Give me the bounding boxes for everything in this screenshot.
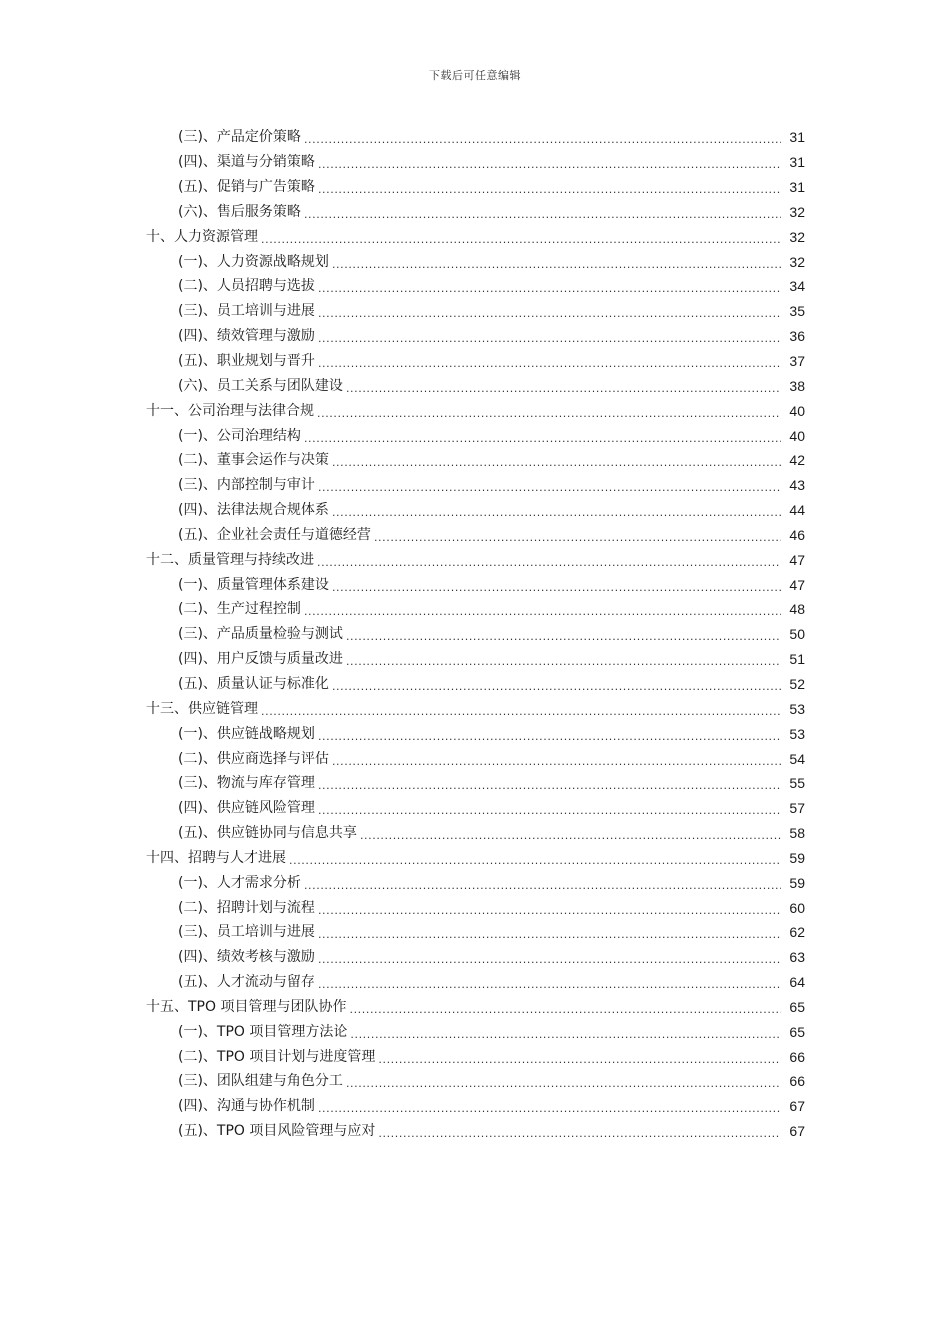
toc-entry-title: (一)、供应链战略规划	[178, 725, 315, 742]
toc-entry-title: (五)、人才流动与留存	[178, 974, 315, 991]
toc-page-number: 58	[789, 825, 805, 842]
toc-dot-leader	[318, 801, 781, 815]
toc-section-entry[interactable]	[0, 324, 950, 349]
toc-entry-title: (二)、生产过程控制	[178, 601, 301, 618]
toc-entry-title: (二)、人员招聘与选拔	[178, 278, 315, 295]
toc-dot-leader	[346, 627, 781, 641]
toc-section-entry[interactable]	[0, 125, 950, 150]
toc-section-entry[interactable]	[0, 150, 950, 175]
toc-entry-title: (四)、沟通与协作机制	[178, 1098, 315, 1115]
toc-section-entry[interactable]	[0, 299, 950, 324]
toc-dot-leader	[318, 776, 781, 790]
toc-page-number: 34	[789, 278, 805, 295]
toc-dot-leader	[346, 1074, 781, 1088]
toc-dot-leader	[318, 155, 781, 169]
toc-page-number: 53	[789, 725, 805, 742]
toc-dot-leader	[318, 180, 781, 194]
toc-dot-leader	[346, 379, 781, 393]
toc-section-entry[interactable]	[0, 1069, 950, 1094]
toc-page-number: 32	[789, 228, 805, 245]
toc-entry-title: (五)、职业规划与晋升	[178, 353, 315, 370]
toc-page-number: 46	[789, 526, 805, 543]
toc-section-entry[interactable]	[0, 175, 950, 200]
toc-entry-title: (四)、渠道与分销策略	[178, 154, 315, 171]
toc-entry-title: (五)、TPO 项目风险管理与应对	[178, 1123, 376, 1140]
toc-dot-leader	[304, 602, 781, 616]
toc-page-number: 62	[789, 924, 805, 941]
toc-entry-title: (三)、物流与库存管理	[178, 775, 315, 792]
toc-page-number: 59	[789, 874, 805, 891]
toc-entry-title: (四)、绩效管理与激励	[178, 328, 315, 345]
toc-page-number: 52	[789, 675, 805, 692]
toc-dot-leader	[332, 453, 781, 467]
toc-page-number: 35	[789, 303, 805, 320]
toc-dot-leader	[261, 230, 781, 244]
toc-section-entry[interactable]	[0, 473, 950, 498]
toc-section-entry[interactable]	[0, 597, 950, 622]
toc-section-entry[interactable]	[0, 498, 950, 523]
toc-chapter-entry[interactable]	[0, 224, 950, 249]
toc-section-entry[interactable]	[0, 647, 950, 672]
toc-page-number: 55	[789, 775, 805, 792]
toc-dot-leader	[261, 702, 781, 716]
toc-dot-leader	[349, 1000, 781, 1014]
toc-page-number: 32	[789, 253, 805, 270]
toc-entry-title: (六)、售后服务策略	[178, 203, 301, 220]
toc-entry-title: (四)、供应链风险管理	[178, 800, 315, 817]
toc-dot-leader	[378, 1050, 781, 1064]
toc-entry-title: 十三、供应链管理	[146, 700, 258, 717]
toc-dot-leader	[318, 950, 781, 964]
toc-section-entry[interactable]	[0, 821, 950, 846]
toc-page-number: 50	[789, 626, 805, 643]
toc-section-entry[interactable]	[0, 721, 950, 746]
toc-entry-title: 十、人力资源管理	[146, 228, 258, 245]
toc-section-entry[interactable]	[0, 373, 950, 398]
toc-entry-title: 十四、招聘与人才进展	[146, 849, 286, 866]
toc-page-number: 53	[789, 700, 805, 717]
toc-section-entry[interactable]	[0, 870, 950, 895]
toc-page-number: 63	[789, 949, 805, 966]
toc-dot-leader	[318, 329, 781, 343]
toc-dot-leader	[318, 901, 781, 915]
toc-dot-leader	[346, 652, 781, 666]
toc-page-number: 40	[789, 402, 805, 419]
toc-dot-leader	[332, 503, 781, 517]
toc-dot-leader	[318, 279, 781, 293]
toc-section-entry[interactable]	[0, 1019, 950, 1044]
toc-dot-leader	[317, 404, 781, 418]
toc-dot-leader	[318, 478, 781, 492]
toc-section-entry[interactable]	[0, 796, 950, 821]
toc-entry-title: (五)、促销与广告策略	[178, 179, 315, 196]
toc-page-number: 64	[789, 974, 805, 991]
toc-page-number: 32	[789, 203, 805, 220]
toc-section-entry[interactable]	[0, 200, 950, 225]
toc-dot-leader	[318, 727, 781, 741]
toc-dot-leader	[374, 528, 781, 542]
toc-entry-title: (三)、产品定价策略	[178, 129, 301, 146]
toc-section-entry[interactable]	[0, 945, 950, 970]
toc-section-entry[interactable]	[0, 1094, 950, 1119]
toc-dot-leader	[350, 1025, 781, 1039]
toc-entry-title: (二)、TPO 项目计划与进度管理	[178, 1048, 376, 1065]
toc-page-number: 36	[789, 328, 805, 345]
toc-section-entry[interactable]	[0, 349, 950, 374]
toc-entry-title: (一)、人力资源战略规划	[178, 253, 329, 270]
toc-page-number: 44	[789, 502, 805, 519]
toc-dot-leader	[378, 1124, 781, 1138]
toc-dot-leader	[304, 130, 781, 144]
toc-page-number: 47	[789, 551, 805, 568]
toc-dot-leader	[318, 304, 781, 318]
toc-page-number: 59	[789, 849, 805, 866]
toc-dot-leader	[318, 1099, 781, 1113]
toc-entry-title: (二)、供应商选择与评估	[178, 750, 329, 767]
toc-entry-title: (三)、员工培训与进展	[178, 924, 315, 941]
toc-page-number: 31	[789, 129, 805, 146]
toc-page-number: 60	[789, 899, 805, 916]
toc-section-entry[interactable]	[0, 920, 950, 945]
toc-entry-title: (五)、质量认证与标准化	[178, 675, 329, 692]
toc-section-entry[interactable]	[0, 970, 950, 995]
toc-entry-title: (四)、绩效考核与激励	[178, 949, 315, 966]
toc-dot-leader	[332, 677, 781, 691]
toc-entry-title: (三)、团队组建与角色分工	[178, 1073, 343, 1090]
toc-dot-leader	[332, 752, 781, 766]
toc-section-entry[interactable]	[0, 622, 950, 647]
toc-page-number: 40	[789, 427, 805, 444]
toc-entry-title: (一)、质量管理体系建设	[178, 576, 329, 593]
toc-section-entry[interactable]	[0, 572, 950, 597]
toc-page-number: 31	[789, 179, 805, 196]
toc-page-number: 31	[789, 154, 805, 171]
toc-entry-title: (二)、招聘计划与流程	[178, 899, 315, 916]
toc-page-number: 57	[789, 800, 805, 817]
toc-entry-title: (五)、企业社会责任与道德经营	[178, 526, 371, 543]
page-header: 下载后可任意编辑	[429, 69, 521, 82]
toc-page-number: 42	[789, 452, 805, 469]
toc-entry-title: (三)、员工培训与进展	[178, 303, 315, 320]
toc-dot-leader	[318, 925, 781, 939]
toc-dot-leader	[289, 851, 781, 865]
toc-dot-leader	[317, 553, 781, 567]
toc-section-entry[interactable]	[0, 448, 950, 473]
toc-page-number: 38	[789, 377, 805, 394]
toc-section-entry[interactable]	[0, 1044, 950, 1069]
toc-page-number: 51	[789, 651, 805, 668]
toc-page-number: 67	[789, 1098, 805, 1115]
toc-chapter-entry[interactable]	[0, 696, 950, 721]
toc-page-number: 67	[789, 1123, 805, 1140]
toc-entry-title: (三)、产品质量检验与测试	[178, 626, 343, 643]
toc-entry-title: (一)、公司治理结构	[178, 427, 301, 444]
toc-entry-title: (三)、内部控制与审计	[178, 477, 315, 494]
toc-dot-leader	[318, 975, 781, 989]
toc-dot-leader	[304, 205, 781, 219]
toc-page-number: 65	[789, 998, 805, 1015]
toc-dot-leader	[304, 429, 781, 443]
toc-section-entry[interactable]	[0, 895, 950, 920]
toc-page-number: 43	[789, 477, 805, 494]
toc-chapter-entry[interactable]	[0, 547, 950, 572]
table-of-contents	[0, 125, 950, 1144]
toc-entry-title: (五)、供应链协同与信息共享	[178, 825, 357, 842]
toc-section-entry[interactable]	[0, 274, 950, 299]
toc-dot-leader	[332, 255, 781, 269]
toc-section-entry[interactable]	[0, 1119, 950, 1144]
toc-page-number: 47	[789, 576, 805, 593]
toc-page-number: 48	[789, 601, 805, 618]
toc-dot-leader	[332, 578, 781, 592]
toc-section-entry[interactable]	[0, 523, 950, 548]
toc-page-number: 54	[789, 750, 805, 767]
toc-page-number: 37	[789, 353, 805, 370]
toc-chapter-entry[interactable]	[0, 398, 950, 423]
toc-section-entry[interactable]	[0, 423, 950, 448]
toc-dot-leader	[360, 826, 781, 840]
toc-entry-title: (一)、TPO 项目管理方法论	[178, 1023, 348, 1040]
toc-entry-title: (一)、人才需求分析	[178, 874, 301, 891]
toc-section-entry[interactable]	[0, 771, 950, 796]
toc-entry-title: (二)、董事会运作与决策	[178, 452, 329, 469]
toc-entry-title: (六)、员工关系与团队建设	[178, 377, 343, 394]
toc-entry-title: 十一、公司治理与法律合规	[146, 402, 314, 419]
toc-entry-title: (四)、用户反馈与质量改进	[178, 651, 343, 668]
toc-section-entry[interactable]	[0, 672, 950, 697]
toc-entry-title: 十二、质量管理与持续改进	[146, 551, 314, 568]
toc-page-number: 66	[789, 1073, 805, 1090]
toc-page-number: 65	[789, 1023, 805, 1040]
toc-entry-title: (四)、法律法规合规体系	[178, 502, 329, 519]
toc-entry-title: 十五、TPO 项目管理与团队协作	[146, 998, 347, 1015]
toc-chapter-entry[interactable]	[0, 995, 950, 1020]
toc-chapter-entry[interactable]	[0, 845, 950, 870]
toc-dot-leader	[318, 354, 781, 368]
toc-section-entry[interactable]	[0, 746, 950, 771]
toc-section-entry[interactable]	[0, 249, 950, 274]
toc-dot-leader	[304, 876, 781, 890]
toc-page-number: 66	[789, 1048, 805, 1065]
